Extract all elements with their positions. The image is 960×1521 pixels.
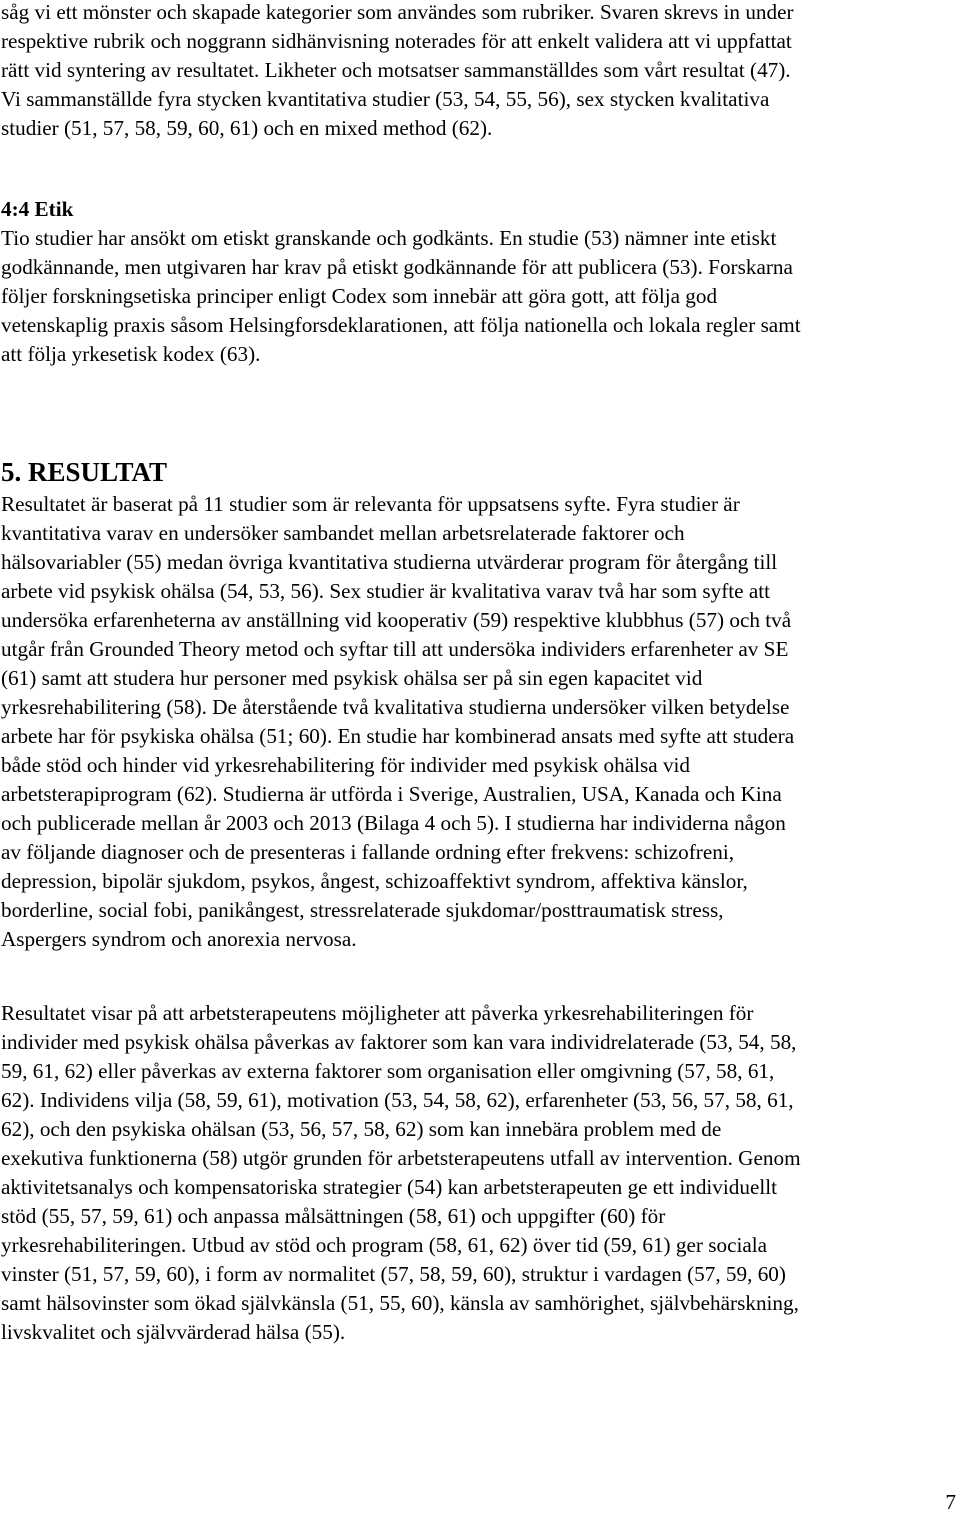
results-line: hälsovariabler (55) medan övriga kvantitativa studierna utvärderar program för återgång till: [1, 550, 778, 574]
results-line: undersöka erfarenheterna av anställning vid kooperativ (59) respektive klubbhus (57) och två: [1, 608, 792, 632]
ethics-line: Tio studier har ansökt om etiskt granskande och godkänts. En studie (53) nämner inte etiskt: [1, 226, 777, 250]
results-line: kvantitativa varav en undersöker sambandet mellan arbetsrelaterade faktorer och: [1, 521, 685, 545]
results-line: Resultatet är baserat på 11 studier som är relevanta för uppsatsens syfte. Fyra studier är: [1, 492, 740, 516]
results-line: livskvalitet och självvärderad hälsa (55).: [1, 1320, 346, 1344]
results-line: yrkesrehabilitering (58). De återstående två kvalitativa studierna undersöker vilken betydelse: [1, 695, 790, 719]
ethics-line: följer forskningsetiska principer enligt Codex som innebär att göra gott, att följa god: [1, 284, 718, 308]
section-heading-results: 5. RESULTAT: [1, 457, 168, 487]
results-line: stöd (55, 57, 59, 61) och anpassa målsättningen (58, 61) och uppgifter (60) för: [1, 1204, 666, 1228]
results-line: borderline, social fobi, panikångest, stressrelaterade sjukdomar/posttraumatisk stress,: [1, 898, 724, 922]
intro-line: rätt vid syntering av resultatet. Likheter och motsatser sammanställdes som vårt resultat (47).: [1, 58, 791, 82]
results-line: depression, bipolär sjukdom, psykos, ångest, schizoaffektivt syndrom, affektiva känslor,: [1, 869, 748, 893]
results-line: Resultatet visar på att arbetsterapeutens möjligheter att påverka yrkesrehabiliteringen för: [1, 1001, 754, 1025]
intro-line: såg vi ett mönster och skapade kategorier som användes som rubriker. Svaren skrevs in under: [1, 0, 794, 24]
results-line: aktivitetsanalys och kompensatoriska strategier (54) kan arbetsterapeuten ge ett individuellt: [1, 1175, 778, 1199]
intro-line: respektive rubrik och noggrann sidhänvisning noterades för att enkelt validera att vi uppfattat: [1, 29, 792, 53]
intro-line: Vi sammanställde fyra stycken kvantitativa studier (53, 54, 55, 56), sex stycken kvalitativa: [1, 87, 770, 111]
results-line: Aspergers syndrom och anorexia nervosa.: [1, 927, 357, 951]
results-line: arbete vid psykisk ohälsa (54, 53, 56). Sex studier är kvalitativa varav två har som syfte att: [1, 579, 771, 603]
results-line: samt hälsovinster som ökad självkänsla (51, 55, 60), känsla av samhörighet, självbehärskning,: [1, 1291, 799, 1315]
results-line: 62), och den psykiska ohälsan (53, 56, 57, 58, 62) som kan innebära problem med de: [1, 1117, 722, 1141]
results-line: både stöd och hinder vid yrkesrehabilitering för individer med psykisk ohälsa vid: [1, 753, 691, 777]
results-line: 59, 61, 62) eller påverkas av externa faktorer som organisation eller omgivning (57, 58, 61,: [1, 1059, 775, 1083]
results-line: arbete har för psykiska ohälsa (51; 60). En studie har kombinerad ansats med syfte att studera: [1, 724, 795, 748]
results-line: utgår från Grounded Theory metod och syftar till att undersöka individers erfarenheter av SE: [1, 637, 789, 661]
results-line: exekutiva funktionerna (58) utgör grunden för arbetsterapeutens utfall av intervention. Genom: [1, 1146, 801, 1170]
ethics-line: att följa yrkesetisk kodex (63).: [1, 342, 261, 366]
results-line: och publicerade mellan år 2003 och 2013 (Bilaga 4 och 5). I studierna har individerna någon: [1, 811, 786, 835]
results-line: yrkesrehabiliteringen. Utbud av stöd och program (58, 61, 62) över tid (59, 61) ger sociala: [1, 1233, 768, 1257]
ethics-line: vetenskaplig praxis såsom Helsingforsdeklarationen, att följa nationella och lokala regler samt: [1, 313, 801, 337]
results-line: (61) samt att studera hur personer med psykisk ohälsa ser på sin egen kapacitet vid: [1, 666, 703, 690]
page-number: 7: [945, 1490, 956, 1514]
results-line: 62). Individens vilja (58, 59, 61), motivation (53, 54, 58, 62), erfarenheter (53, 56, 57, 58, 61,: [1, 1088, 794, 1112]
ethics-line: godkännande, men utgivaren har krav på etiskt godkännande för att publicera (53). Forskarna: [1, 255, 793, 279]
results-line: individer med psykisk ohälsa påverkas av faktorer som kan vara individrelaterade (53, 54, 58,: [1, 1030, 797, 1054]
intro-line: studier (51, 57, 58, 59, 60, 61) och en mixed method (62).: [1, 116, 493, 140]
results-line: arbetsterapiprogram (62). Studierna är utförda i Sverige, Australien, USA, Kanada och Kina: [1, 782, 782, 806]
results-line: vinster (51, 57, 59, 60), i form av normalitet (57, 58, 59, 60), struktur i vardagen (57, 59, 60): [1, 1262, 786, 1286]
section-heading-ethics: 4:4 Etik: [1, 197, 74, 221]
results-line: av följande diagnoser och de presenteras i fallande ordning efter frekvens: schizofreni,: [1, 840, 735, 864]
